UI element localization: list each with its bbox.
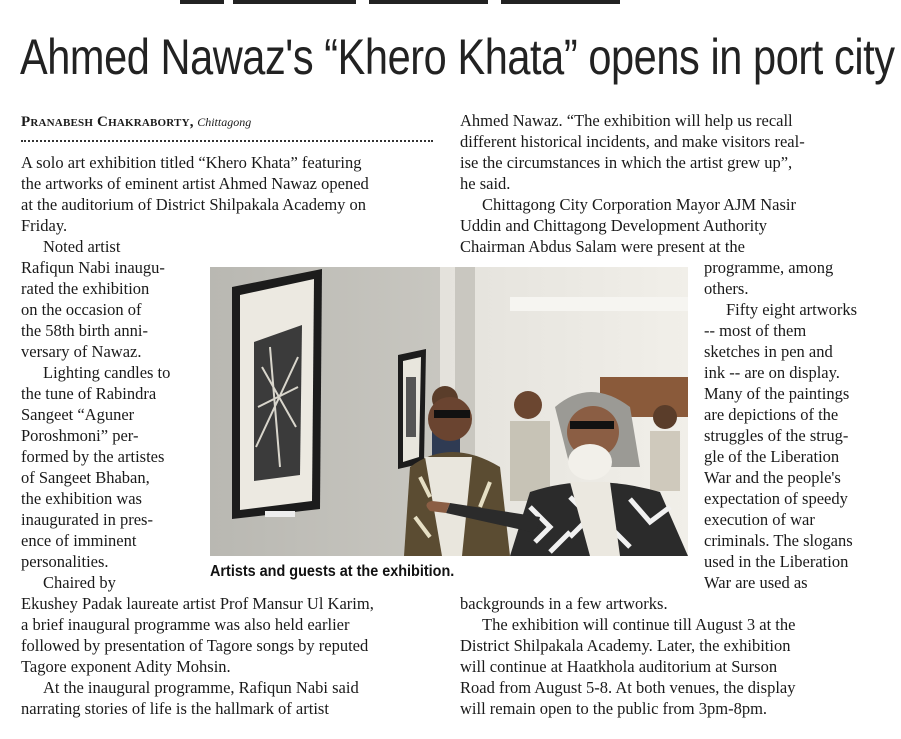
body-line: used in the Liberation: [704, 552, 849, 571]
body-line: A solo art exhibition titled “Khero Khata” featuring: [21, 153, 362, 172]
body-line: criminals. The slogans: [704, 531, 853, 550]
body-line: sketches in pen and: [704, 342, 833, 361]
body-line: programme, among: [704, 258, 834, 277]
body-line: Road from August 5-8. At both venues, the display: [460, 678, 796, 697]
body-line: different historical incidents, and make visitors real-: [460, 132, 805, 151]
body-line: Friday.: [21, 216, 68, 235]
body-line: inaugurated in pres-: [21, 510, 153, 529]
body-line: Ahmed Nawaz. “The exhibition will help us recall: [460, 111, 793, 130]
body-line: Ekushey Padak laureate artist Prof Mansur Ul Karim,: [21, 594, 374, 613]
body-line: rated the exhibition: [21, 279, 150, 298]
body-line: the artworks of eminent artist Ahmed Nawaz opened: [21, 174, 369, 193]
body-line: the exhibition was: [21, 489, 142, 508]
body-line: -- most of them: [704, 321, 807, 340]
byline-author: Pranabesh Chakraborty,: [21, 114, 194, 130]
body-line: ise the circumstances in which the artist grew up”,: [460, 153, 793, 172]
body-line: At the inaugural programme, Rafiqun Nabi said: [43, 678, 359, 697]
body-line: Poroshmoni” per-: [21, 426, 139, 445]
exhibition-photo-illustration: [210, 267, 688, 556]
byline-location: Chittagong: [197, 115, 252, 129]
body-line: Chaired by: [43, 573, 116, 592]
cropped-previous-headline: [180, 0, 620, 4]
body-line: followed by presentation of Tagore songs by reputed: [21, 636, 369, 655]
byline-divider: [21, 140, 433, 142]
body-line: on the occasion of: [21, 300, 142, 319]
exhibition-photo: [210, 267, 688, 556]
body-line: Fifty eight artworks: [726, 300, 858, 319]
body-line: are depictions of the: [704, 405, 839, 424]
byline: [21, 113, 251, 132]
body-line: Lighting candles to: [43, 363, 171, 382]
body-line: will remain open to the public from 3pm-8pm.: [460, 699, 768, 718]
body-line: War and the people's: [704, 468, 841, 487]
headline: Ahmed Nawaz's “Khero Khata” opens in port city: [20, 29, 895, 85]
body-line: Chairman Abdus Salam were present at the: [460, 237, 746, 256]
body-line: ink -- are on display.: [704, 363, 840, 382]
body-line: expectation of speedy: [704, 489, 848, 508]
body-line: ence of imminent: [21, 531, 137, 550]
body-line: struggles of the strug-: [704, 426, 849, 445]
body-line: Noted artist: [43, 237, 121, 256]
body-line: the 58th birth anni-: [21, 321, 148, 340]
body-line: a brief inaugural programme was also held earlier: [21, 615, 350, 634]
body-line: he said.: [460, 174, 511, 193]
body-line: The exhibition will continue till August 3 at the: [482, 615, 796, 634]
body-line: Many of the paintings: [704, 384, 850, 403]
body-line: District Shilpakala Academy. Later, the exhibition: [460, 636, 791, 655]
body-line: will continue at Haatkhola auditorium at Surson: [460, 657, 778, 676]
body-line: the tune of Rabindra: [21, 384, 157, 403]
body-line: narrating stories of life is the hallmark of artist: [21, 699, 329, 718]
body-line: of Sangeet Bhaban,: [21, 468, 150, 487]
body-line: others.: [704, 279, 749, 298]
photo-caption: Artists and guests at the exhibition.: [210, 563, 455, 580]
body-line: gle of the Liberation: [704, 447, 840, 466]
body-line: at the auditorium of District Shilpakala Academy on: [21, 195, 367, 214]
body-line: Rafiqun Nabi inaugu-: [21, 258, 165, 277]
body-line: War are used as: [704, 573, 808, 592]
body-line: versary of Nawaz.: [21, 342, 142, 361]
body-line: Sangeet “Aguner: [21, 405, 135, 424]
body-line: execution of war: [704, 510, 815, 529]
body-line: backgrounds in a few artworks.: [460, 594, 668, 613]
body-line: Uddin and Chittagong Development Authority: [460, 216, 768, 235]
body-line: formed by the artistes: [21, 447, 165, 466]
body-line: personalities.: [21, 552, 109, 571]
body-line: Chittagong City Corporation Mayor AJM Nasir: [482, 195, 796, 214]
body-line: Tagore exponent Adity Mohsin.: [21, 657, 231, 676]
